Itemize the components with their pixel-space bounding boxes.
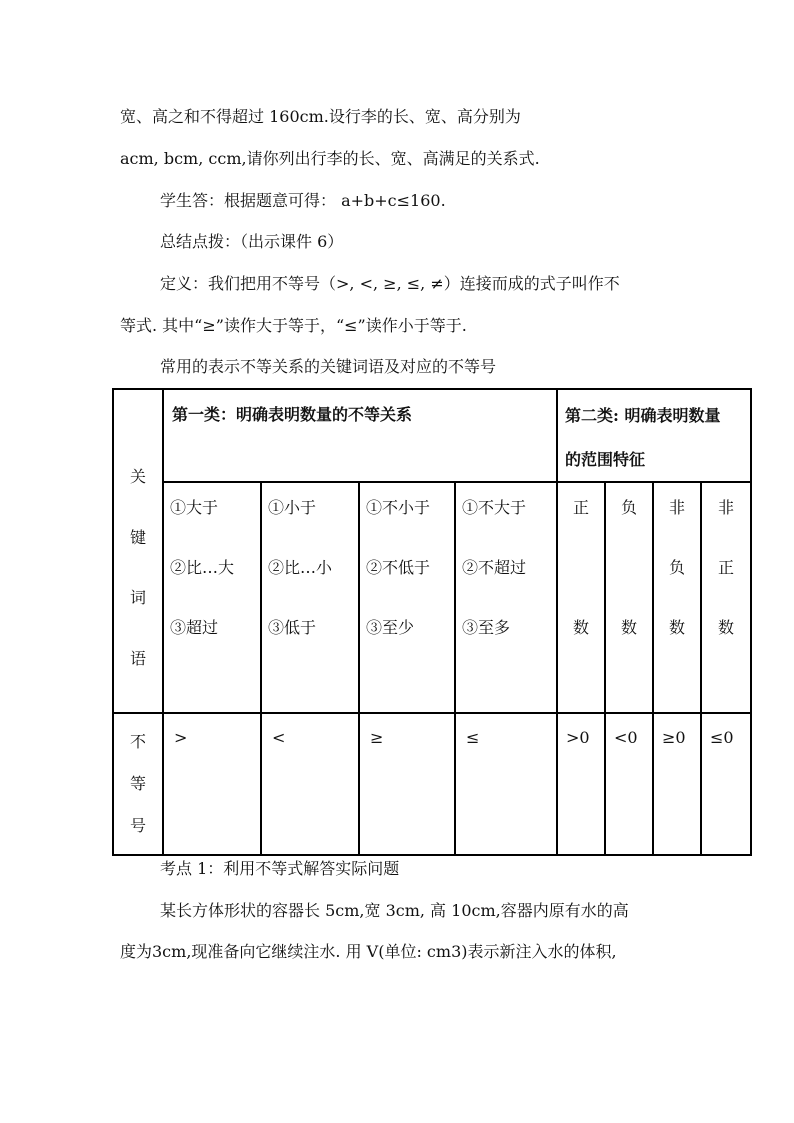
symbol-cell: >0 [557,713,605,855]
range-char: 非 [718,498,735,517]
range-cell-positive [557,482,605,713]
paragraph-10: 度为3cm,现准备向它继续注水. 用 V(单位: cm3)表示新注入水的体积, [120,942,617,961]
symbol-cell: ≤0 [701,713,751,855]
keyword: ①大于 [170,498,219,517]
keyword-cell-greater [163,482,261,713]
range-cell-negative [605,482,653,713]
range-cell-nonnegative [653,482,701,713]
paragraph-5: 定义：我们把用不等号（>, <, ≥, ≤, ≠）连接而成的式子叫作不 [160,274,620,293]
range-cell-nonpositive [701,482,751,713]
row-head-char: 键 [129,527,146,547]
keyword-table [112,388,752,856]
range-char: 正 [718,558,735,577]
category-2-line2: 的范围特征 [565,450,646,469]
symbol-cell: < [261,713,359,855]
keyword-cell-geq [359,482,455,713]
paragraph-8: 考点 1：利用不等式解答实际问题 [160,859,400,878]
range-char: 数 [621,618,638,637]
paragraph-4: 总结点拨：（出示课件 6） [160,232,344,251]
keyword: ①不小于 [366,498,431,517]
keyword: ③至多 [462,618,511,637]
category-1-header: 第一类：明确表明数量的不等关系 [163,389,557,482]
range-char: 正 [573,498,590,517]
row-head-char: 号 [129,816,146,835]
paragraph-6: 等式. 其中“≥”读作大于等于，“≤”读作小于等于. [120,316,467,335]
keyword-cell-leq [455,482,557,713]
range-char [558,557,604,579]
keyword: ①小于 [268,498,317,517]
paragraph-9: 某长方体形状的容器长 5cm,宽 3cm, 高 10cm,容器内原有水的高 [160,901,629,920]
row-head-char: 语 [129,648,146,668]
row-head-char: 关 [129,467,146,486]
row-head-char: 不 [129,732,146,751]
symbol-cell: > [163,713,261,855]
keyword-cell-less [261,482,359,713]
row-head-char: 等 [129,774,146,793]
category-2-line1: 第二类: 明确表明数量 [565,406,721,425]
range-char: 数 [669,618,686,637]
row-head-symbols [113,713,163,855]
paragraph-7: 常用的表示不等关系的关键词语及对应的不等号 [160,357,497,376]
range-char: 非 [669,498,686,517]
keyword: ②不低于 [366,558,431,577]
range-char: 数 [718,618,735,637]
symbol-cell: ≤ [455,713,557,855]
range-char: 负 [669,558,686,577]
keyword: ③至少 [366,618,415,637]
range-char [606,557,652,579]
category-2-header [557,389,751,482]
symbol-cell: ≥0 [653,713,701,855]
keyword: ③低于 [268,618,317,637]
paragraph-3: 学生答：根据题意可得： a+b+c≤160. [160,191,446,210]
range-char: 负 [621,498,638,517]
symbol-cell: <0 [605,713,653,855]
range-char: 数 [573,618,590,637]
keyword: ③超过 [170,618,219,637]
paragraph-2: acm, bcm, ccm,请你列出行李的长、宽、高满足的关系式. [120,149,540,168]
row-head-keywords [113,389,163,713]
row-head-char: 词 [129,588,146,607]
keyword: ②比…大 [170,558,235,577]
keyword: ②不超过 [462,558,527,577]
keyword: ①不大于 [462,498,527,517]
symbol-cell: ≥ [359,713,455,855]
keyword: ②比…小 [268,558,333,577]
paragraph-1: 宽、高之和不得超过 160cm.设行李的长、宽、高分别为 [120,107,521,126]
